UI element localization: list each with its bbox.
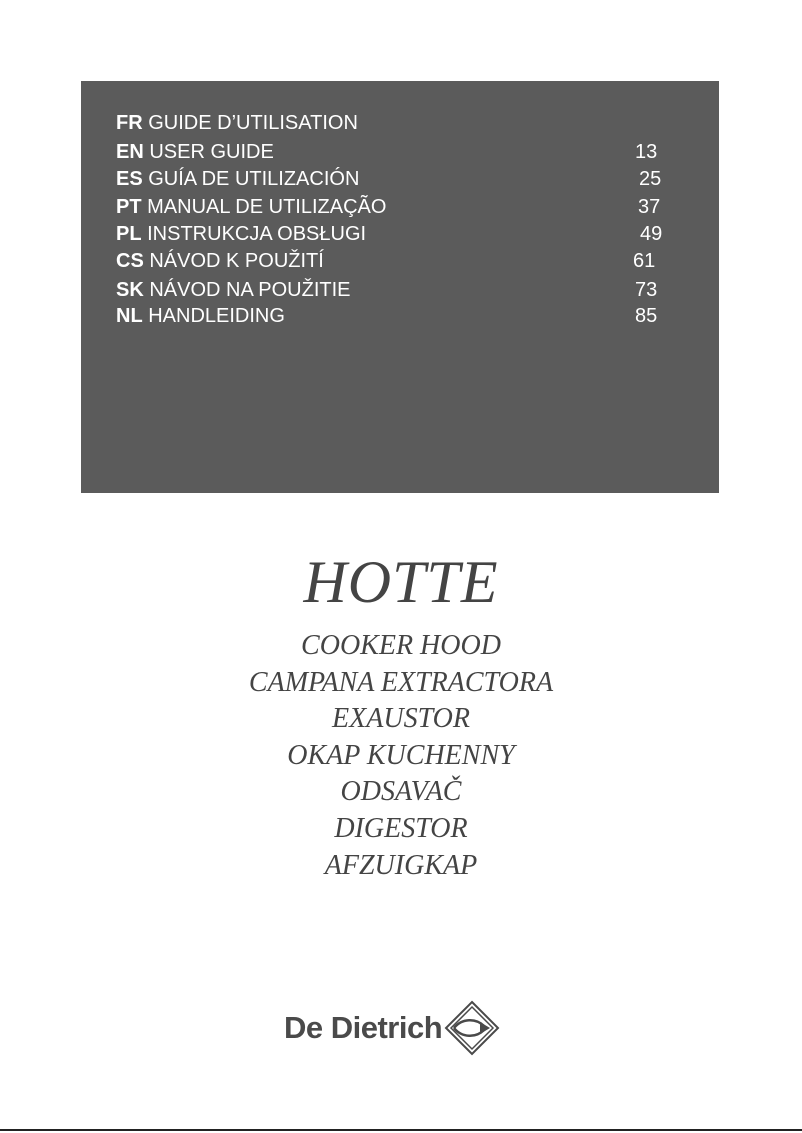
toc-row-es (116, 166, 676, 192)
subtitle-nl-be: DIGESTOR (334, 812, 468, 844)
toc-title: INSTRUKCJA OBSŁUGI (147, 223, 367, 245)
toc-title: GUÍA DE UTILIZACIÓN (148, 168, 360, 190)
toc-row-cs (116, 248, 676, 274)
toc-title: NÁVOD NA POUŽITIE (149, 279, 351, 301)
main-title: HOTTE (303, 549, 499, 615)
toc-language-code: PT (116, 196, 142, 218)
subtitle-en: COOKER HOOD (301, 630, 501, 661)
subtitle-pt: EXAUSTOR (332, 703, 470, 735)
toc-language-code: FR (116, 112, 143, 134)
brand-name: De Dietrich (284, 1010, 443, 1045)
toc-page-number: 25 (639, 168, 662, 190)
toc-language-code: EN (116, 141, 144, 163)
toc-title: MANUAL DE UTILIZAÇÃO (147, 196, 387, 218)
toc-row-pl (116, 221, 676, 247)
bottom-rule (0, 1129, 802, 1131)
toc-language-code: SK (116, 279, 144, 301)
toc-title: GUIDE D’UTILISATION (148, 112, 358, 134)
subtitle-es: CAMPANA EXTRACTORA (248, 666, 554, 698)
toc-page-number: 37 (638, 196, 661, 218)
subtitle-cs-sk: ODSAVAČ (340, 776, 462, 808)
toc-page-number: 49 (640, 223, 663, 245)
toc-panel (81, 81, 719, 493)
toc-row-pt (116, 194, 676, 220)
toc-page-number: 13 (635, 141, 658, 163)
toc-row-nl (116, 303, 676, 329)
toc-row-en (116, 139, 676, 165)
toc-row-fr (116, 110, 676, 136)
subtitle-pl: OKAP KUCHENNY (287, 739, 515, 771)
toc-row-sk (116, 277, 676, 303)
toc-page-number: 61 (633, 250, 656, 272)
toc-title: NÁVOD K POUŽITÍ (149, 250, 324, 272)
diamond-arrow-logo-icon (444, 1000, 500, 1056)
toc-title: USER GUIDE (149, 141, 274, 163)
toc-language-code: PL (116, 223, 142, 245)
brand-logo-group (284, 1000, 500, 1056)
toc-language-code: NL (116, 305, 143, 327)
toc-page-number: 85 (635, 305, 658, 327)
subtitle-list (0, 628, 802, 884)
toc-language-code: ES (116, 168, 143, 190)
toc-page-number: 73 (635, 279, 658, 301)
toc-title: HANDLEIDING (148, 305, 285, 327)
subtitle-nl: AFZUIGKAP (324, 849, 478, 881)
toc-language-code: CS (116, 250, 144, 272)
